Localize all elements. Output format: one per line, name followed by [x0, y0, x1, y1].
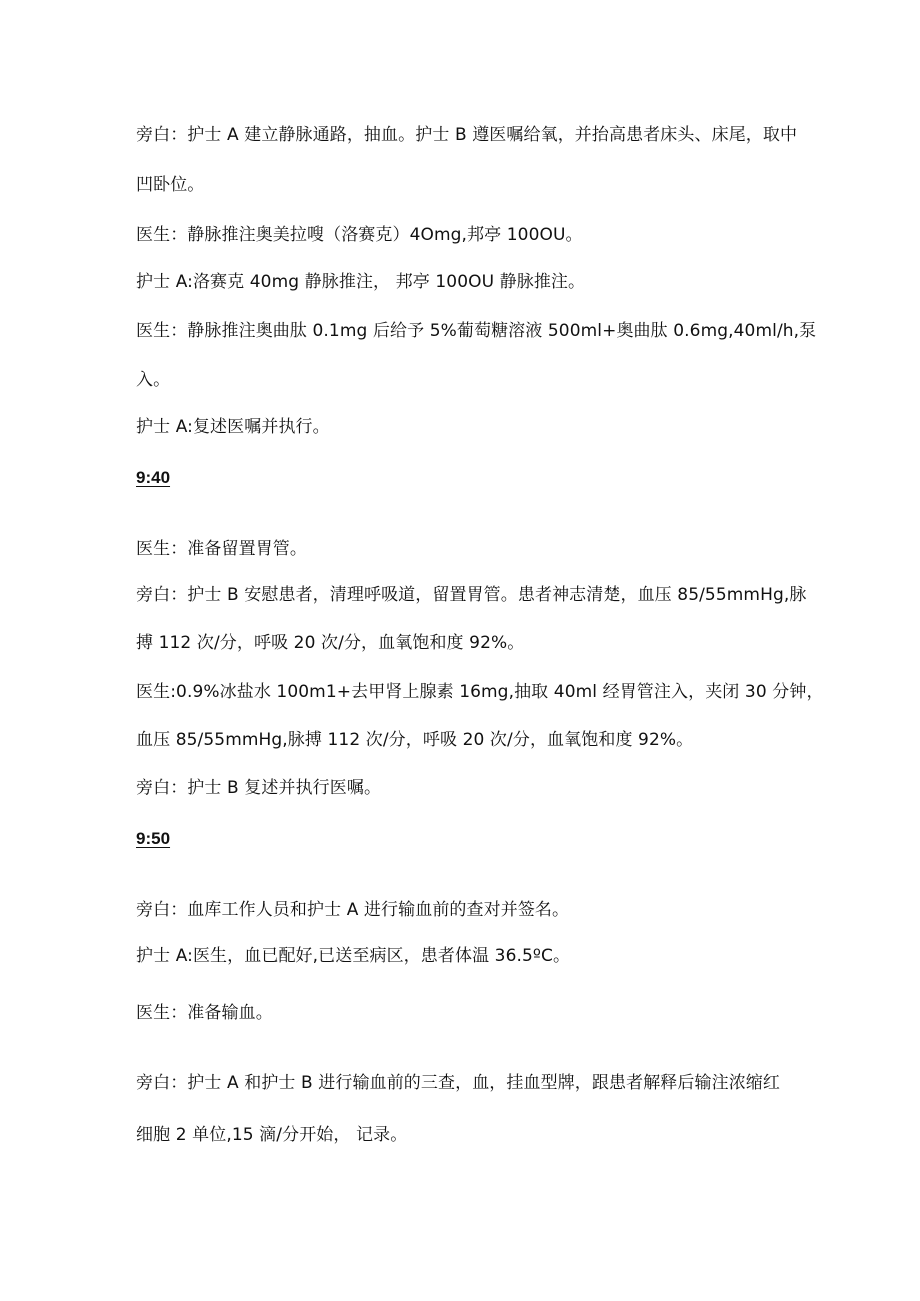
- time-heading: 9:50: [136, 829, 171, 848]
- paragraph-line: 医生：准备留置胃管。: [136, 539, 307, 559]
- paragraph-line: 旁白：护士 A 建立静脉通路，抽血。护士 B 遵医嘱给氧，并抬高患者床头、床尾，取中: [136, 125, 798, 145]
- paragraph-line: 医生：静脉推注奥美拉嗖（洛赛克）4Omg,邦亭 100OU。: [136, 225, 583, 245]
- paragraph-line: 搏 112 次/分，呼吸 20 次/分，血氧饱和度 92%。: [136, 633, 525, 653]
- paragraph-line: 医生：准备输血。: [136, 1003, 273, 1023]
- paragraph-line: 入。: [136, 370, 171, 390]
- paragraph-line: 护士 A:复述医嘱并执行。: [136, 417, 330, 437]
- time-heading: 9:40: [136, 468, 171, 487]
- paragraph-line: 护士 A:洛赛克 40mg 静脉推注， 邦亭 100OU 静脉推注。: [136, 272, 586, 292]
- paragraph-line: 护士 A:医生，血已配好,已送至病区，患者体温 36.5ºC。: [136, 946, 571, 966]
- paragraph-line: 医生：静脉推注奥曲肽 0.1mg 后给予 5%葡萄糖溶液 500ml+奥曲肽 0.6mg,40ml∕h,泵: [136, 321, 817, 341]
- paragraph-line: 凹卧位。: [136, 175, 205, 195]
- paragraph-line: 医生:0.9%冰盐水 100m1+去甲肾上腺素 16mg,抽取 40ml 经胃管注入，夹闭 30 分钟，: [136, 682, 824, 702]
- paragraph-line: 旁白：护士 B 安慰患者，清理呼吸道，留置胃管。患者神志清楚，血压 85∕55mmHg,脉: [136, 585, 807, 605]
- paragraph-line: 旁白：血库工作人员和护士 A 进行输血前的查对并签名。: [136, 900, 570, 920]
- paragraph-line: 旁白：护士 A 和护士 B 进行输血前的三查，血，挂血型牌，跟患者解释后输注浓缩红: [136, 1073, 781, 1093]
- paragraph-line: 细胞 2 单位,15 滴/分开始， 记录。: [136, 1125, 408, 1145]
- paragraph-line: 旁白：护士 B 复述并执行医嘱。: [136, 778, 382, 798]
- paragraph-line: 血压 85∕55mmHg,脉搏 112 次/分，呼吸 20 次/分，血氧饱和度 92%。: [136, 730, 694, 750]
